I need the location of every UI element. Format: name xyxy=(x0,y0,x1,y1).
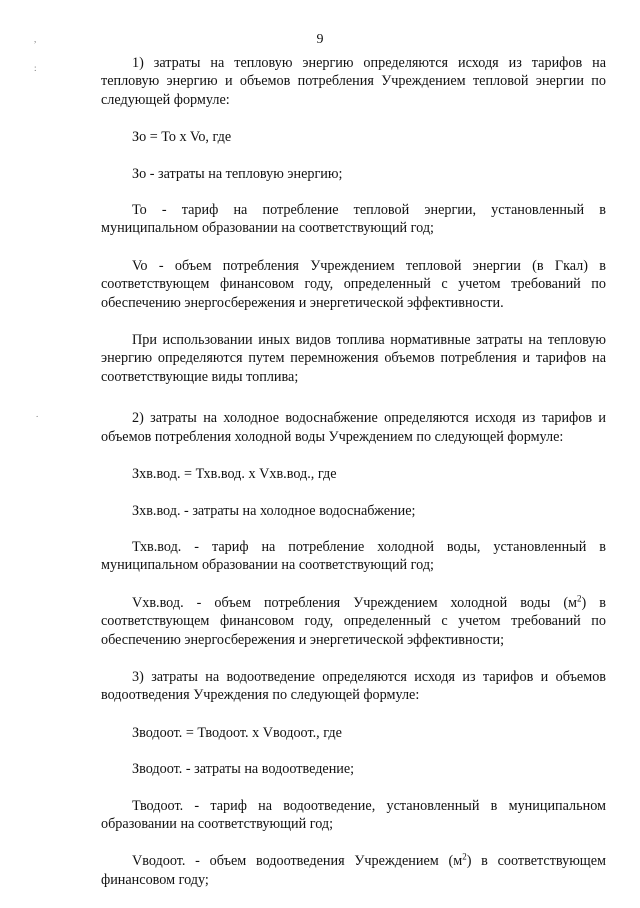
definition-heat-volume: Vo - объем потребления Учреждением тепловой энергии (в Гкал) в соответствующем финансовом году, определенный с учетом требований по обеспечению энергосбережения и энергетической эффективности. xyxy=(101,257,606,311)
text-segment: Vхв.вод. - объем потребления Учреждением холодной воды (м xyxy=(132,594,578,611)
text-segment: ) в соответствующем финансовом году, определенный с учетом требований по обеспечению энергосбережения и энергетической эффективности; xyxy=(101,594,606,648)
margin-mark: . xyxy=(36,409,39,419)
definition-cold-water-tariff: Тхв.вод. - тариф на потребление холодной воды, установленный в муниципальном образовании на соответствующий год; xyxy=(101,538,606,574)
paragraph-other-fuel: При использовании иных видов топлива нормативные затраты на тепловую энергию определяются путем перемножения объемов потребления и тарифов на соответствующие виды топлива; xyxy=(101,332,606,385)
definition-drainage-cost: Зводоот. - затраты на водоотведение; xyxy=(132,761,355,778)
paragraph-cold-water-intro: 2) затраты на холодное водоснабжение определяются исходя из тарифов и объемов потребления холодной воды Учреждением по следующей формуле: xyxy=(101,410,606,445)
text-segment: Vводоот. - объем водоотведения Учреждением (м xyxy=(132,853,463,870)
page-number: 9 xyxy=(316,32,324,47)
superscript: 2 xyxy=(577,592,582,603)
margin-mark: , xyxy=(34,34,37,44)
definition-cold-water-cost: Зхв.вод. - затраты на холодное водоснабжение; xyxy=(132,502,416,519)
definition-heat-cost: Зо - затраты на тепловую энергию; xyxy=(132,165,343,182)
definition-drainage-tariff: Тводоот. - тариф на водоотведение, установленный в муниципальном образовании на соответствующий год; xyxy=(101,797,606,832)
definition-heat-tariff: То - тариф на потребление тепловой энергии, установленный в муниципальном образовании на соответствующий год; xyxy=(101,202,606,237)
definition-drainage-volume xyxy=(101,852,606,889)
superscript: 2 xyxy=(462,851,467,862)
text-segment: ) в соответствующем финансовом году; xyxy=(101,853,606,888)
paragraph-heat-intro: 1) затраты на тепловую энергию определяются исходя из тарифов на тепловую энергию и объемов потребления Учреждением тепловой энергии по следующей формуле: xyxy=(101,55,606,108)
margin-mark: : xyxy=(34,63,37,73)
document-body xyxy=(101,54,606,908)
definition-cold-water-volume xyxy=(101,594,606,649)
formula-drainage: Зводоот. = Тводоот. х Vводоот., где xyxy=(132,724,342,741)
paragraph-drainage-intro: 3) затраты на водоотведение определяются исходя из тарифов и объемов водоотведения Учреждения по следующей формуле: xyxy=(101,668,606,704)
formula-heat: Зо = То x Vo, где xyxy=(132,129,232,146)
formula-cold-water: Зхв.вод. = Тхв.вод. х Vхв.вод., где xyxy=(132,466,337,483)
